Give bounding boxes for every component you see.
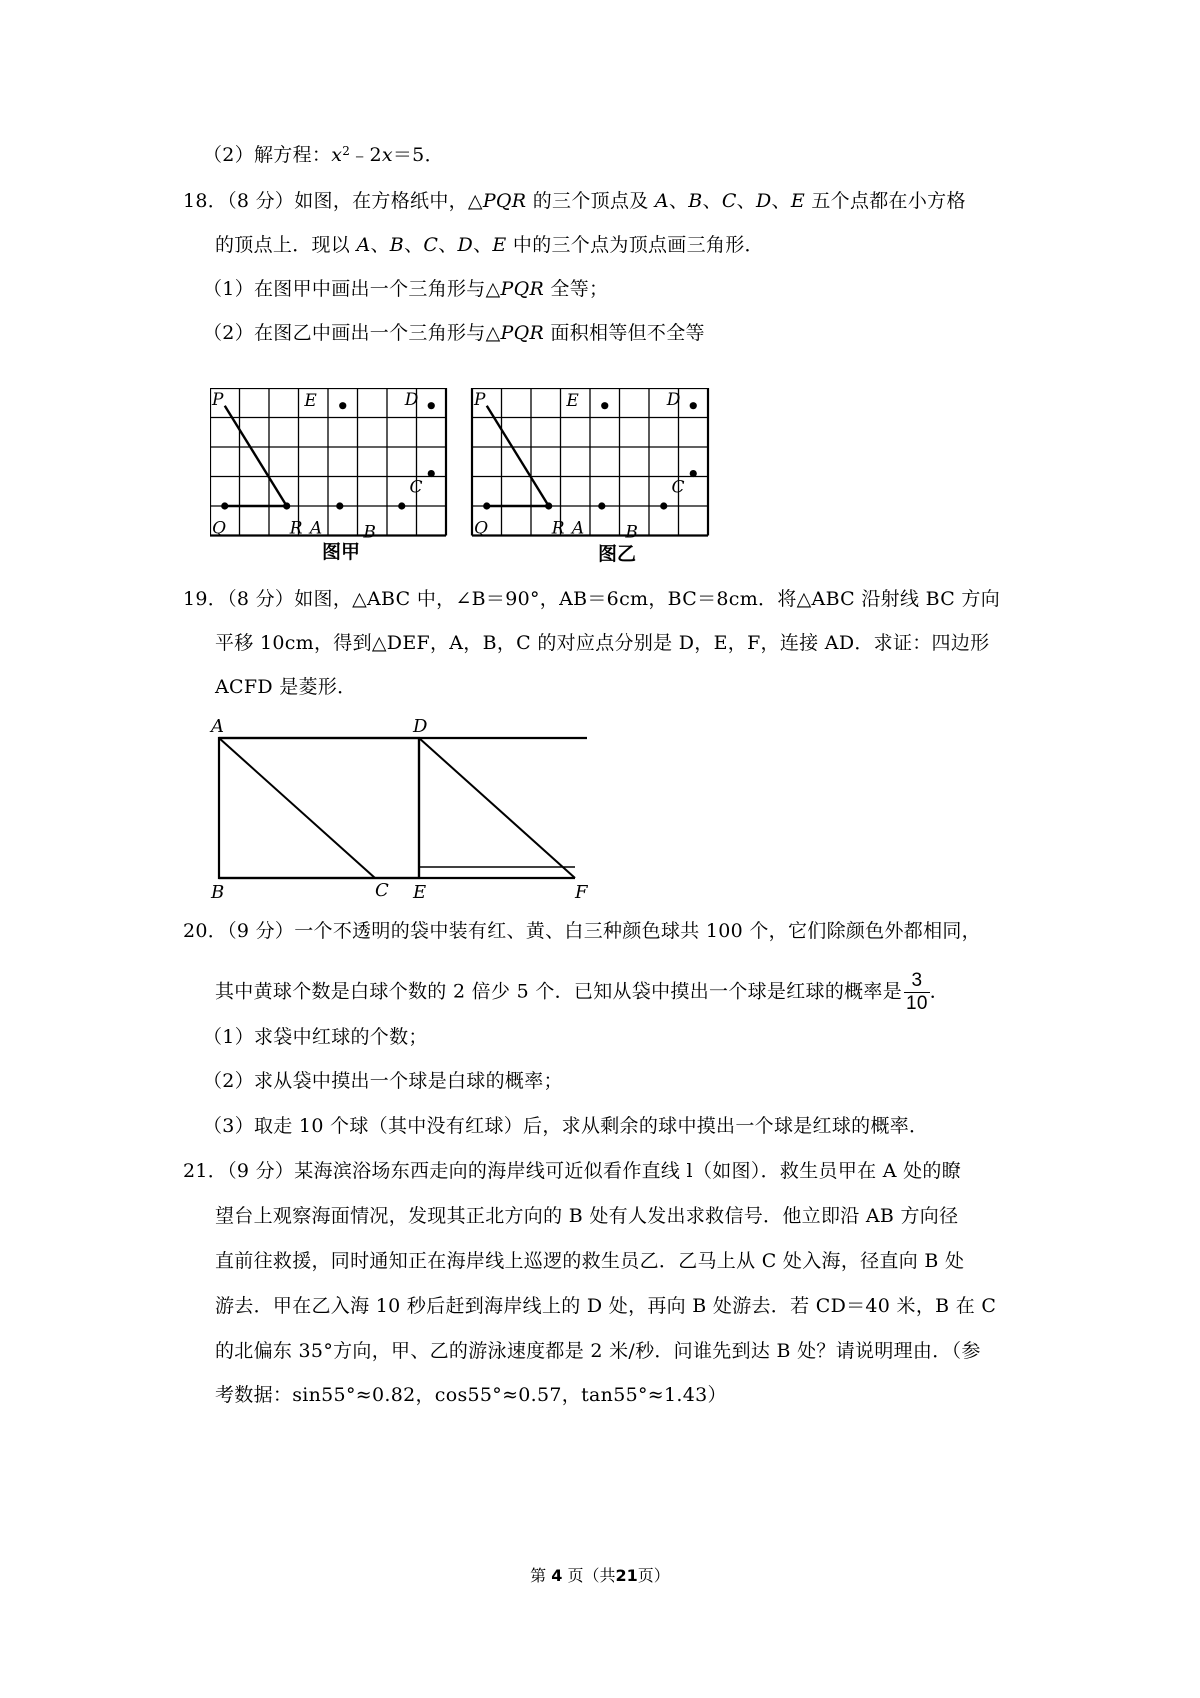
label-a: A [211,716,224,737]
text: C [423,234,439,256]
q18-part1 [203,276,608,302]
text: 的三个顶点及 [526,190,655,212]
text: A [356,234,371,256]
text: E [492,234,507,256]
text: 如图，△ABC 中，∠B＝90°，AB＝6cm，BC＝8cm．将△ABC 沿射线 BC 方向 [294,588,1000,610]
q21-line3: 直前往救援，同时通知正在海岸线上巡逻的救生员乙．乙马上从 C 处入海，径直向 B 处 [215,1250,965,1272]
text: 五个点都在小方格 [805,190,966,212]
question-number: 21． [183,1160,228,1182]
point-a [598,502,605,509]
grid-figure-left [210,388,446,543]
text: 中的三个点为顶点画三角形． [506,234,764,256]
point-label-d: D [666,390,681,410]
text: 的顶点上．现以 [215,234,357,256]
point-a [336,502,343,509]
question-number: 18． [183,190,228,212]
text: 全等； [544,278,609,300]
q21-line4: 游去．甲在乙入海 10 秒后赶到海岸线上的 D 处，再向 B 处游去．若 CD＝40 米，B 在 C [215,1295,997,1317]
question-score: （8 分） [227,588,295,610]
text: 页（共 [567,1566,616,1585]
point-label-p: P [212,390,224,410]
label-e: E [413,882,427,902]
q20-line2 [215,970,949,1015]
text: 、 [702,190,722,212]
q20-part3: （3）取走 10 个球（其中没有红球）后，求从剩余的球中摸出一个球是红球的概率． [203,1115,929,1137]
q21-line5: 的北偏东 35°方向，甲、乙的游泳速度都是 2 米/秒．问谁先到达 B 处？请说明理由．（参 [215,1340,981,1362]
text: 、 [771,190,791,212]
point-label-d: D [404,390,419,410]
text: A [654,190,669,212]
current-page-number: 4 [551,1566,563,1585]
text: （1）在图甲中画出一个三角形与△ [203,278,501,300]
q18-line1 [183,188,966,214]
q17-part2-label: （2）解方程： [203,144,332,166]
q21-line6: 考数据：sin55°≈0.82，cos55°≈0.57，tan55°≈1.43） [215,1384,727,1406]
point-c [690,470,697,477]
point-r [545,502,552,509]
point-label-p: P [474,390,486,410]
text: 页） [637,1566,670,1585]
q19-line3: ACFD 是菱形． [215,676,357,698]
total-page-count: 21 [615,1566,638,1585]
point-label-e: E [566,391,579,411]
question-score: （9 分） [227,1160,295,1182]
question-score: （8 分） [227,190,295,212]
q20-part2: （2）求从袋中摸出一个球是白球的概率； [203,1070,563,1092]
q19-line1 [183,586,1000,612]
equation-exponent: 2 [342,144,351,158]
point-q [221,502,228,509]
text: 、 [473,234,493,256]
point-label-a: A [571,518,585,539]
grid-figure-right [472,388,708,543]
question-number: 20． [183,920,228,942]
point-label-b: B [625,522,638,543]
equation-var: x [331,144,343,166]
text: 、 [668,190,689,212]
point-label-r: R [289,518,303,539]
point-label-r: R [551,518,565,539]
q19-line2: 平移 10cm，得到△DEF，A，B，C 的对应点分别是 D，E，F，连接 AD．求证：四边形 [215,632,990,654]
q21-line1 [183,1158,961,1184]
q18-part2 [203,320,705,346]
equation-term: ﹣2 [350,144,382,166]
q18-figures [210,388,770,568]
point-d [428,402,435,409]
point-b [660,502,667,509]
q18-line2 [215,232,764,258]
fraction-numerator: 3 [904,970,930,993]
rect-abed [219,738,419,878]
point-e [339,402,346,409]
text: 、 [370,234,390,256]
point-b [398,502,405,509]
text: 其中黄球个数是白球个数的 2 倍少 5 个．已知从袋中摸出一个球是红球的概率是 [215,980,903,1003]
point-label-c: C [671,477,685,498]
point-e [601,402,608,409]
point-q [483,502,490,509]
text: B [389,234,405,256]
text: E [790,190,806,212]
point-label-q: Q [474,518,488,539]
text: 一个不透明的袋中装有红、黄、白三种颜色球共 100 个，它们除颜色外都相同， [294,920,981,942]
fraction-denominator: 10 [906,993,928,1014]
point-label-b: B [363,522,376,543]
text: PQR [500,322,545,344]
point-label-e: E [304,391,317,411]
text: 、 [404,234,424,256]
figure-caption-left: 图甲 [322,541,361,563]
text: 如图，在方格纸中，△ [294,190,483,212]
segment-df [419,738,575,878]
text: 、 [736,190,756,212]
point-label-q: Q [212,518,226,539]
equation-var: x [381,144,393,166]
q21-line2: 望台上观察海面情况，发现其正北方向的 B 处有人发出求救信号．他立即沿 AB 方向径 [215,1205,959,1227]
q20-line1 [183,918,981,944]
text: ． [929,980,950,1003]
label-f: F [575,882,588,902]
point-r [283,502,290,509]
text: PQR [482,190,527,212]
segment-ac [219,738,375,878]
point-d [690,402,697,409]
text: 面积相等但不全等 [544,322,705,344]
fraction-probability [904,970,930,1015]
figure-caption-right: 图乙 [598,543,637,565]
text: 某海滨浴场东西走向的海岸线可近似看作直线 l（如图）．救生员甲在 A 处的瞭 [294,1160,962,1182]
page-footer [0,1563,1200,1586]
text: D [755,190,772,212]
q19-figure [205,712,605,902]
text: PQR [500,278,545,300]
point-c [428,470,435,477]
text: 、 [438,234,458,256]
segment-pr [487,406,549,506]
segment-pr [225,406,287,506]
question-score: （9 分） [227,920,295,942]
question-number: 19． [183,588,228,610]
point-label-a: A [309,518,323,539]
text: B [688,190,703,212]
text: （2）在图乙中画出一个三角形与△ [203,322,501,344]
label-d: D [413,716,428,737]
text: C [721,190,737,212]
text: D [457,234,474,256]
label-c: C [375,880,389,901]
equation-rhs: ＝5． [392,144,444,166]
q20-part1: （1）求袋中红球的个数； [203,1026,428,1048]
point-label-c: C [409,477,423,498]
q17-part2 [203,142,444,168]
text: 第 [530,1566,547,1585]
label-b: B [211,882,225,902]
